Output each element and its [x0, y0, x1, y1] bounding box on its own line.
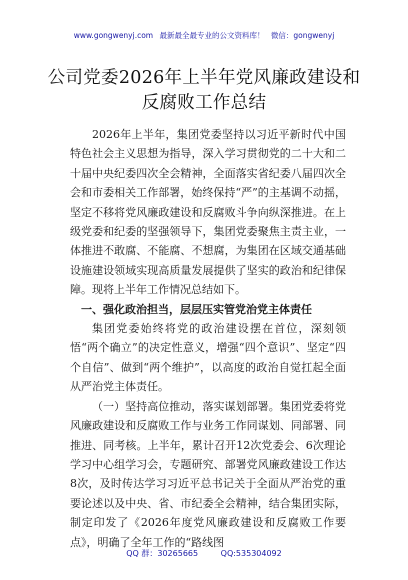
page-footer [0, 548, 408, 559]
footer-qq: QQ:535304092 [220, 549, 282, 558]
document-body [70, 125, 346, 552]
page-header [0, 30, 408, 41]
header-slogan: 最新最全最专业的公文资料库！ [159, 31, 265, 40]
section-heading: 一、强化政治担当，层层压实管党治党主体责任 [81, 302, 312, 316]
footer-qq-group: QQ 群：30265665 [126, 549, 199, 558]
header-site-link[interactable]: www.gongwenyj.com [73, 31, 154, 40]
subsection-paragraph: （一）坚持高位推动，落实谋划部署。集团党委将党风廉政建设和反腐败工作与业务工作同谋划、同部署、同推进、同考核。上半年，累计召开12次党委会、6次理论学习中心组学习会，专题研究、部署党风廉政建设工作达8次，及时传达学习习近平总书记关于全面从严治党的重要论述以及中央、省、市纪委全会精神，结合集团实际，制定印发了《2026年度党风廉政建设和反腐败工作要点》，明确了全年工作的“路线图 [70, 399, 346, 549]
section-paragraph: 集团党委始终将党的政治建设摆在首位，深刻领悟“两个确立”的决定性意义，增强“四个意识”、坚定“四个自信”、做到“两个维护”，以高度的政治自觉扛起全面从严治党主体责任。 [70, 322, 346, 394]
intro-paragraph: 2026年上半年，集团党委坚持以习近平新时代中国特色社会主义思想为指导，深入学习贯彻党的二十大和二十届中央纪委四次全会精神，全面落实省纪委八届四次全会和市委相关工作部署，始终保持“严”的主基调不动摇，坚定不移将党风廉政建设和反腐败斗争向纵深推进。在上级党委和纪委的坚强领导下，集团党委聚焦主责主业，一体推进不敢腐、不能腐、不想腐，为集团在区域交通基础设施建设领域实现高质量发展提供了坚实的政治和纪律保障。现将上半年工作情况总结如下。 [70, 128, 346, 297]
document-title: 公司党委2026年上半年党风廉政建设和反腐败工作总结 [47, 68, 361, 113]
header-wechat: 微信：gongwenyj [270, 31, 335, 40]
